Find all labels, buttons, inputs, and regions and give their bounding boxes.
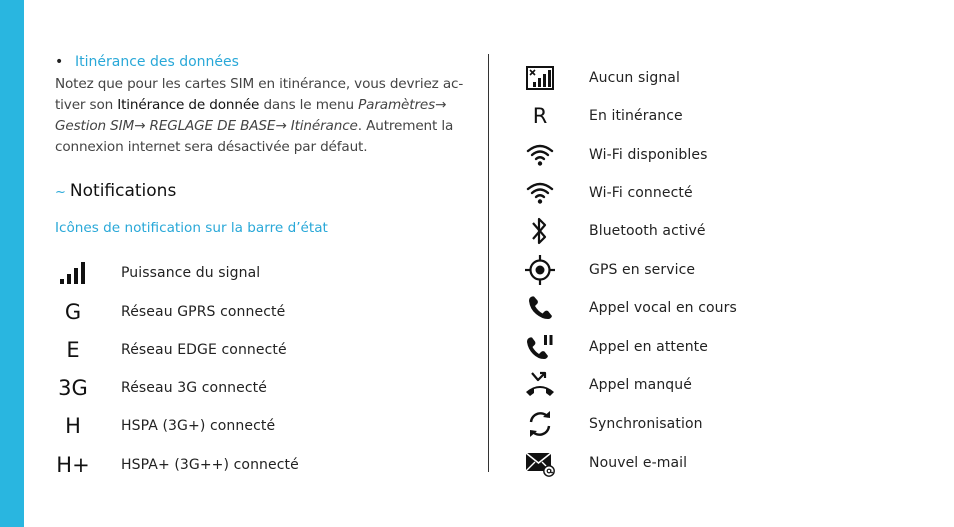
roaming-text-2: dans le menu bbox=[259, 97, 359, 113]
roaming-heading bbox=[55, 52, 467, 72]
list-item bbox=[55, 255, 260, 291]
roaming-setting-name: Itinérance de donnée bbox=[117, 97, 260, 113]
roaming-section bbox=[55, 52, 467, 158]
list-item bbox=[522, 175, 693, 211]
list-item-label: Nouvel e-mail bbox=[589, 455, 688, 471]
roaming-paragraph bbox=[55, 74, 467, 158]
hspa-icon: H bbox=[65, 414, 81, 438]
missed-call-icon bbox=[522, 367, 558, 403]
list-item-label: GPS en service bbox=[589, 262, 696, 278]
list-item-label: Puissance du signal bbox=[121, 265, 261, 281]
bluetooth-icon bbox=[522, 213, 558, 249]
status-bar-icons-subheading: Icônes de notification sur la barre d’état bbox=[55, 220, 328, 236]
no-signal-icon bbox=[522, 60, 558, 96]
wifi-available-icon bbox=[522, 137, 558, 173]
wifi-connected-icon bbox=[522, 175, 558, 211]
list-item bbox=[522, 98, 683, 134]
list-item-label: Wi-Fi disponibles bbox=[589, 147, 708, 163]
tilde-mark: ~ bbox=[55, 185, 66, 200]
list-item-label: Appel manqué bbox=[589, 377, 692, 393]
list-item bbox=[522, 329, 708, 365]
list-item bbox=[522, 60, 680, 96]
list-item-label: Appel en attente bbox=[589, 339, 708, 355]
arrow-icon: → bbox=[134, 118, 146, 134]
list-item-label: Synchronisation bbox=[589, 416, 703, 432]
new-email-icon bbox=[522, 445, 558, 481]
gps-icon bbox=[522, 252, 558, 288]
list-item-label: Wi-Fi connecté bbox=[589, 185, 693, 201]
menu-path-sim: Gestion SIM bbox=[55, 118, 135, 134]
list-item-label: Appel vocal en cours bbox=[589, 300, 737, 316]
bullet-dot: • bbox=[55, 54, 64, 70]
list-item bbox=[55, 447, 299, 483]
menu-path-basic: REGLAGE DE BASE bbox=[149, 118, 276, 134]
notifications-title-text: Notifications bbox=[69, 181, 177, 201]
list-item bbox=[522, 367, 692, 403]
list-item bbox=[55, 408, 275, 444]
page-sidebar-bar bbox=[0, 0, 24, 527]
hspa-plus-icon: H+ bbox=[56, 453, 90, 477]
list-item bbox=[55, 332, 287, 368]
list-item-label: Réseau 3G connecté bbox=[121, 380, 267, 396]
edge-icon: E bbox=[66, 338, 80, 362]
list-item bbox=[522, 445, 687, 481]
list-item bbox=[522, 137, 708, 173]
list-item-label: En itinérance bbox=[589, 108, 683, 124]
list-item bbox=[55, 294, 285, 330]
list-item bbox=[522, 213, 706, 249]
list-item-label: HSPA+ (3G++) connecté bbox=[121, 457, 299, 473]
list-item-label: HSPA (3G+) connecté bbox=[121, 418, 276, 434]
call-hold-icon bbox=[522, 329, 558, 365]
notifications-title bbox=[55, 181, 176, 201]
roaming-icon: R bbox=[532, 104, 548, 128]
3g-icon: 3G bbox=[58, 376, 88, 400]
signal-strength-icon bbox=[55, 255, 91, 291]
list-item bbox=[522, 252, 695, 288]
arrow-icon: → bbox=[435, 97, 447, 113]
roaming-text-3: . Autrement la connexion internet sera désactivée par défaut. bbox=[55, 118, 454, 155]
list-item bbox=[522, 290, 737, 326]
arrow-icon: → bbox=[275, 118, 287, 134]
list-item bbox=[522, 406, 703, 442]
list-item-label: Aucun signal bbox=[589, 70, 680, 86]
list-item-label: Bluetooth activé bbox=[589, 223, 706, 239]
list-item-label: Réseau GPRS connecté bbox=[121, 304, 286, 320]
roaming-title: Itinérance des données bbox=[75, 54, 239, 70]
sync-icon bbox=[522, 406, 558, 442]
list-item-label: Réseau EDGE connecté bbox=[121, 342, 287, 358]
roaming-text-1: Notez que pour les cartes SIM en itinérance, vous devriez ac-tiver son bbox=[55, 76, 464, 113]
gprs-icon: G bbox=[64, 300, 82, 324]
menu-path-settings: Paramètres bbox=[358, 97, 436, 113]
phone-call-icon bbox=[522, 290, 558, 326]
column-divider bbox=[488, 54, 489, 472]
menu-path-roaming: Itinérance bbox=[290, 118, 358, 134]
list-item bbox=[55, 370, 267, 406]
